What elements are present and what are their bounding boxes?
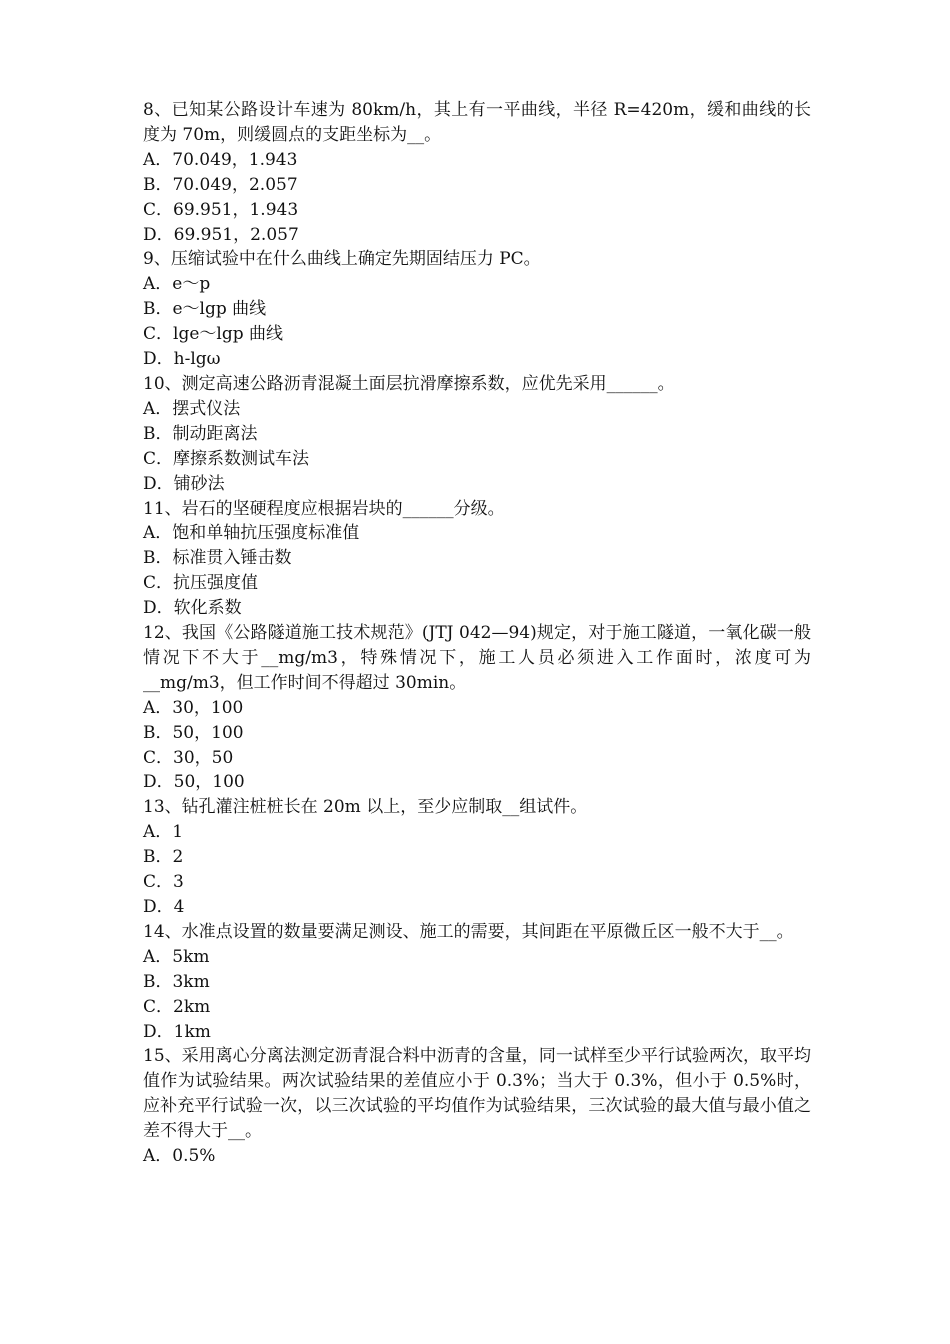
option-b: B．50，100 (143, 722, 244, 743)
option-a: A．摆式仪法 (143, 398, 241, 419)
option-c: C．3 (143, 872, 184, 893)
question-stem: 14、水准点设置的数量要满足测设、施工的需要，其间距在平原微丘区一般不大于__。 (143, 921, 794, 942)
option-d: D．50，100 (143, 772, 245, 793)
option-d: D．铺砂法 (143, 473, 225, 494)
question-stem: 15、采用离心分离法测定沥青混合料中沥青的含量，同一试样至少平行试验两次，取平均值作为试验结果。两次试验结果的差值应小于 0.3%；当大于 0.3%，但小于 0.5%时，应补充平行试验一次，以三次试验的平均值作为试验结果，三次试验的最大值与最小值之差不得大于__。 (143, 1046, 811, 1142)
option-a: A．e～p (143, 274, 211, 295)
option-d: D．1km (143, 1021, 211, 1042)
option-list (143, 1144, 811, 1169)
option-c: C．lge～lgp 曲线 (143, 324, 283, 345)
question-stem: 9、压缩试验中在什么曲线上确定先期固结压力 PC。 (143, 249, 541, 270)
option-a: A．0.5% (143, 1146, 216, 1167)
option-d: D．软化系数 (143, 598, 242, 619)
question-10 (143, 372, 811, 497)
option-c: C．2km (143, 996, 211, 1017)
option-b: B．3km (143, 971, 210, 992)
option-list (143, 696, 811, 796)
option-b: B．e～lgp 曲线 (143, 299, 267, 320)
option-b: B．制动距离法 (143, 423, 258, 444)
option-b: B．标准贯入锤击数 (143, 548, 292, 569)
option-list (143, 397, 811, 497)
option-list (143, 272, 811, 372)
option-b: B．70.049，2.057 (143, 174, 298, 195)
option-c: C．30，50 (143, 747, 234, 768)
option-d: D．h-lgω (143, 349, 221, 370)
option-list (143, 148, 811, 248)
question-list (143, 98, 811, 1169)
question-stem: 13、钻孔灌注桩桩长在 20m 以上，至少应制取__组试件。 (143, 797, 588, 818)
option-a: A．1 (143, 822, 184, 843)
option-a: A．30，100 (143, 697, 244, 718)
option-c: C．摩擦系数测试车法 (143, 448, 310, 469)
option-d: D．69.951，2.057 (143, 224, 299, 245)
question-stem: 11、岩石的坚硬程度应根据岩块的______分级。 (143, 498, 505, 519)
question-9 (143, 247, 811, 372)
question-stem: 8、已知某公路设计车速为 80km/h，其上有一平曲线，半径 R=420m，缓和曲线的长度为 70m，则缓圆点的支距坐标为__。 (143, 100, 811, 145)
question-8 (143, 98, 811, 247)
option-list (143, 521, 811, 621)
option-c: C．抗压强度值 (143, 573, 259, 594)
option-d: D．4 (143, 897, 185, 917)
question-13 (143, 795, 811, 920)
question-14 (143, 920, 811, 1045)
option-list (143, 945, 811, 1045)
option-a: A．70.049，1.943 (143, 149, 298, 170)
option-a: A．饱和单轴抗压强度标准值 (143, 523, 360, 544)
question-12 (143, 621, 811, 795)
question-stem: 10、测定高速公路沥青混凝土面层抗滑摩擦系数，应优先采用______。 (143, 373, 675, 394)
option-a: A．5km (143, 946, 210, 967)
option-list (143, 820, 811, 920)
question-stem: 12、我国《公路隧道施工技术规范》(JTJ 042—94)规定，对于施工隧道，一氧化碳一般情况下不大于__mg/m3，特殊情况下，施工人员必须进入工作面时，浓度可为__mg/m3，但工作时间不得超过 30min。 (143, 623, 811, 693)
option-c: C．69.951，1.943 (143, 199, 299, 220)
option-b: B．2 (143, 847, 184, 868)
question-11 (143, 497, 811, 622)
question-15 (143, 1044, 811, 1169)
